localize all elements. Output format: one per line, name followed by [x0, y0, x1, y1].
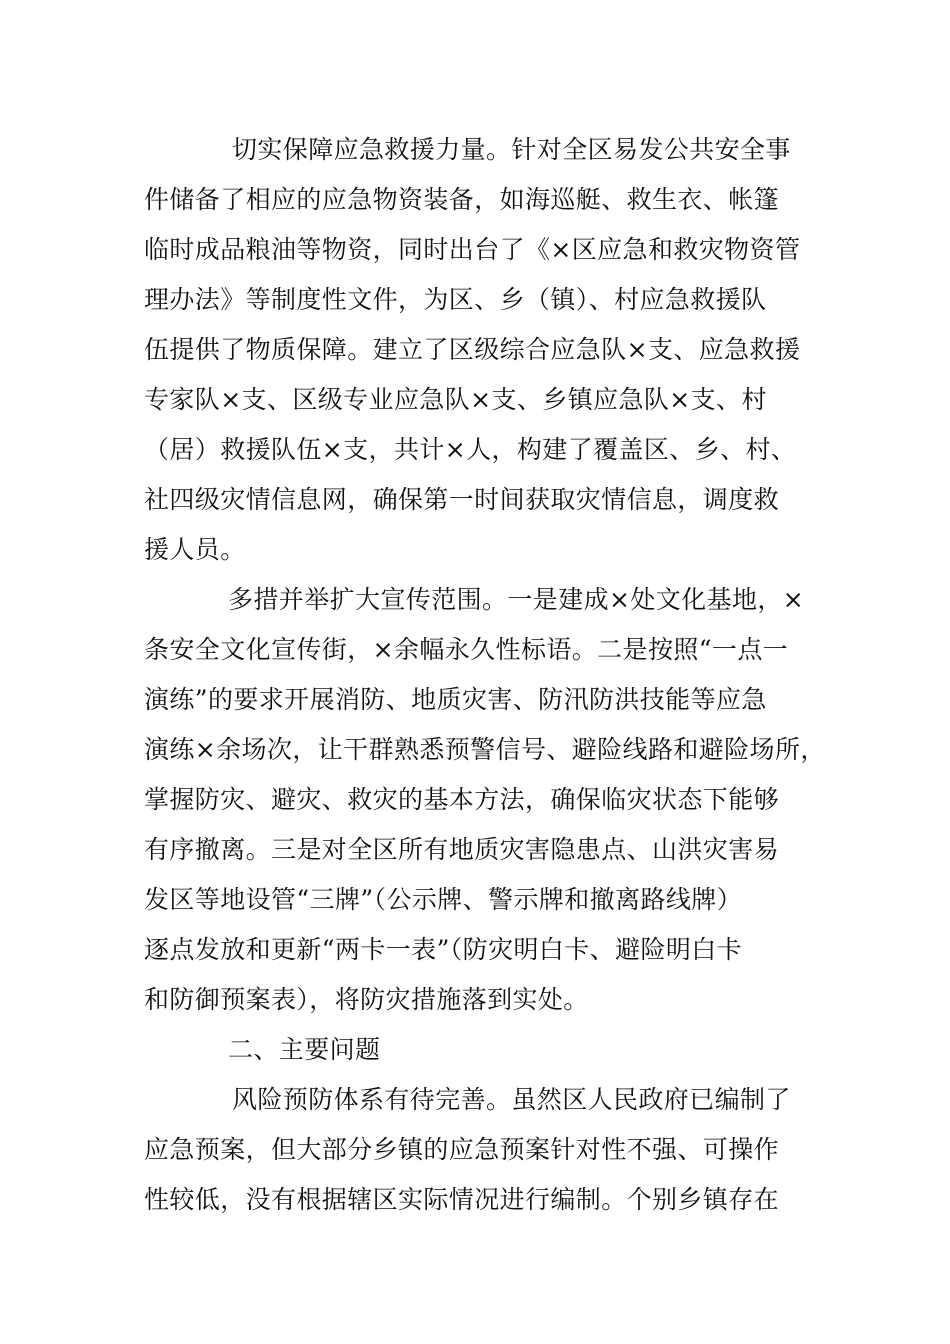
paragraph-line: 援人员。 — [144, 535, 246, 564]
paragraph-line: 件储备了相应的应急物资装备，如海巡艇、救生衣、帐篷 — [144, 185, 780, 214]
paragraph-line: 伍提供了物质保障。建立了区级综合应急队×支、应急救援 — [144, 335, 801, 364]
paragraph-line: 专家队×支、区级专业应急队×支、乡镇应急队×支、村 — [144, 385, 767, 414]
paragraph-line: 条安全文化宣传街，×余幅永久性标语。二是按照“一点一 — [144, 635, 789, 664]
paragraph-line: 和防御预案表），将防灾措施落到实处。 — [144, 985, 589, 1014]
paragraph-line: 社四级灾情信息网，确保第一时间获取灾情信息，调度救 — [144, 485, 780, 514]
paragraph-line: 临时成品粮油等物资，同时出台了《×区应急和救灾物资管 — [144, 235, 801, 264]
paragraph-line: 逐点发放和更新“两卡一表”（防灾明白卡、避险明白卡 — [144, 935, 743, 964]
paragraph-line: 应急预案，但大部分乡镇的应急预案针对性不强、可操作 — [144, 1135, 780, 1164]
paragraph-line: 演练”的要求开展消防、地质灾害、防汛防洪技能等应急 — [144, 685, 767, 714]
paragraph-line: 掌握防灾、避灾、救灾的基本方法，确保临灾状态下能够 — [144, 785, 780, 814]
paragraph-line: 多措并举扩大宣传范围。一是建成×处文化基地，× — [228, 585, 805, 614]
paragraph-line: 切实保障应急救援力量。针对全区易发公共安全事 — [232, 135, 791, 164]
paragraph-line: （居）救援队伍×支，共计×人，构建了覆盖区、乡、村、 — [144, 435, 797, 464]
section-heading: 二、主要问题 — [228, 1035, 381, 1064]
paragraph-line: 性较低，没有根据辖区实际情况进行编制。个别乡镇存在 — [144, 1185, 780, 1214]
paragraph-line: 有序撤离。三是对全区所有地质灾害隐患点、山洪灾害易 — [144, 835, 780, 864]
paragraph-line: 理办法》等制度性文件，为区、乡（镇）、村应急救援队 — [144, 285, 767, 314]
paragraph-line: 演练×余场次，让干群熟悉预警信号、避险线路和避险场所， — [144, 735, 826, 764]
paragraph-line: 发区等地设管“三牌”（公示牌、警示牌和撤离路线牌） — [144, 885, 743, 914]
paragraph-line: 风险预防体系有待完善。虽然区人民政府已编制了 — [232, 1085, 791, 1114]
